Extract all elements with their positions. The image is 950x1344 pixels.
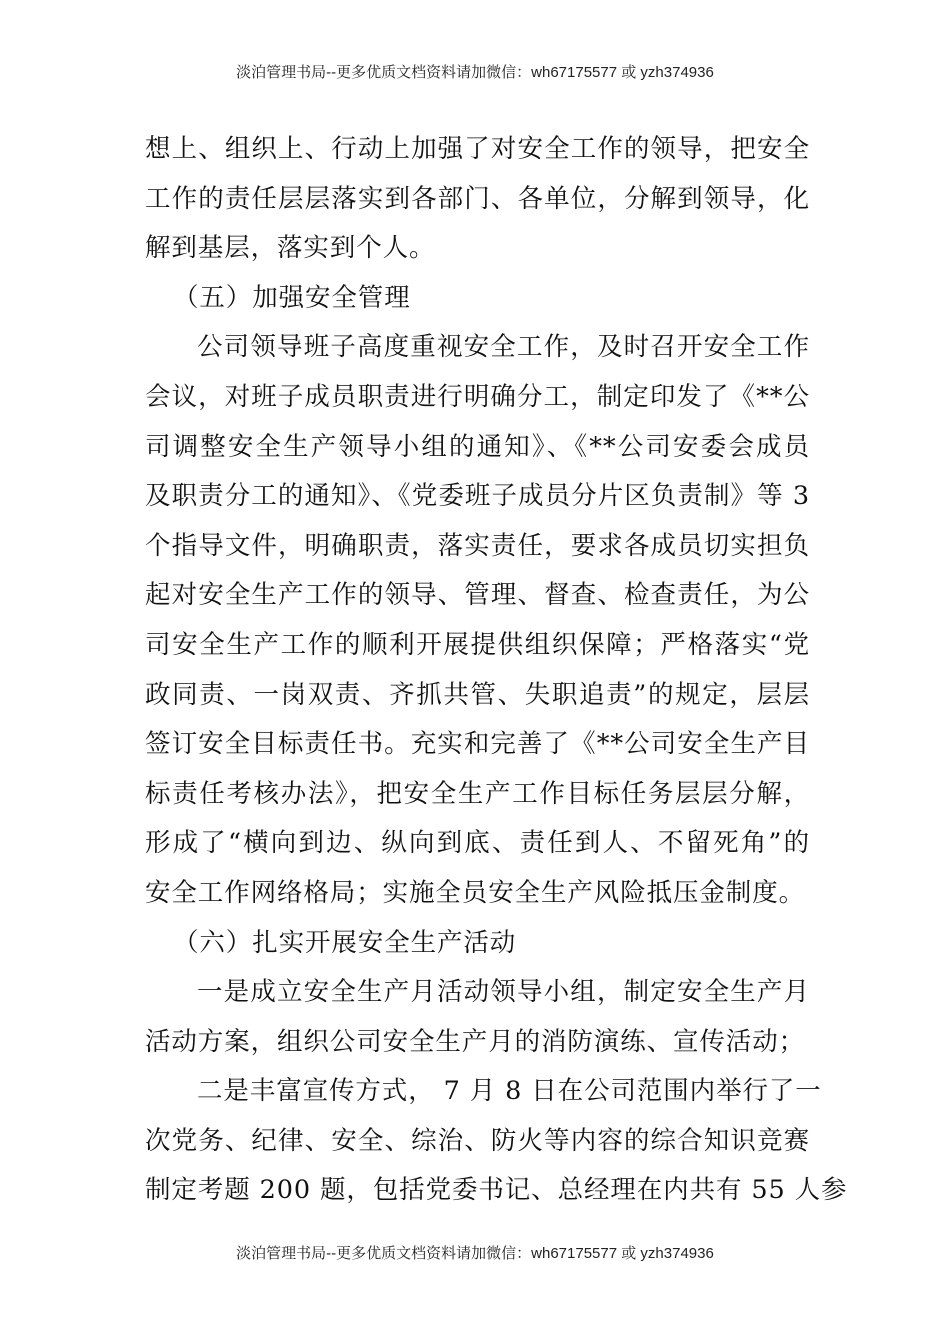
body-line: 及职责分工的通知》、《党委班子成员分片区负责制》等 3 (145, 481, 810, 512)
body-line: 形成了“横向到边、纵向到底、责任到人、不留死角”的 (145, 828, 810, 859)
body-line: 二是丰富宣传方式， 7 月 8 日在公司范围内举行了一 (197, 1076, 822, 1107)
body-line: 标责任考核办法》，把安全生产工作目标任务层层分解， (145, 778, 810, 809)
page-footer: 淡泊管理书局--更多优质文档资料请加微信：wh67175577 或 yzh374936 (236, 1245, 714, 1262)
document-body (145, 125, 848, 1216)
body-line: 安全工作网络格局；实施全员安全生产风险抵压金制度。 (145, 877, 806, 908)
body-line: 司调整安全生产领导小组的通知》、《**公司安委会成员 (145, 431, 810, 462)
body-line: 想上、组织上、行动上加强了对安全工作的领导，把安全 (145, 134, 810, 164)
section-heading: （五）加强安全管理 (173, 282, 411, 313)
body-line: 签订安全目标责任书。充实和完善了《**公司安全生产目 (145, 729, 810, 760)
body-line: 司安全生产工作的顺利开展提供组织保障；严格落实“党 (145, 629, 810, 660)
body-line: 制定考题 200 题，包括党委书记、总经理在内共有 55 人参 (145, 1175, 848, 1206)
body-line: 起对安全生产工作的领导、管理、督查、检查责任，为公 (145, 580, 810, 611)
body-line: 会议，对班子成员职责进行明确分工，制定印发了《**公 (145, 381, 810, 412)
body-line: 活动方案，组织公司安全生产月的消防演练、宣传活动； (145, 1026, 806, 1057)
body-line: 个指导文件，明确职责，落实责任，要求各成员切实担负 (145, 530, 810, 561)
body-line: 次党务、纪律、安全、综治、防火等内容的综合知识竞赛 (145, 1125, 810, 1156)
body-line: 解到基层，落实到个人。 (145, 233, 436, 264)
body-line: 工作的责任层层落实到各部门、各单位，分解到领导，化 (145, 183, 810, 214)
body-line: 一是成立安全生产月活动领导小组，制定安全生产月 (197, 977, 810, 1008)
page-header: 淡泊管理书局--更多优质文档资料请加微信：wh67175577 或 yzh374936 (236, 64, 714, 81)
section-heading: （六）扎实开展安全生产活动 (173, 927, 517, 958)
body-line: 公司领导班子高度重视安全工作，及时召开安全工作 (197, 332, 810, 363)
body-line: 政同责、一岗双责、齐抓共管、失职追责”的规定，层层 (145, 679, 810, 710)
